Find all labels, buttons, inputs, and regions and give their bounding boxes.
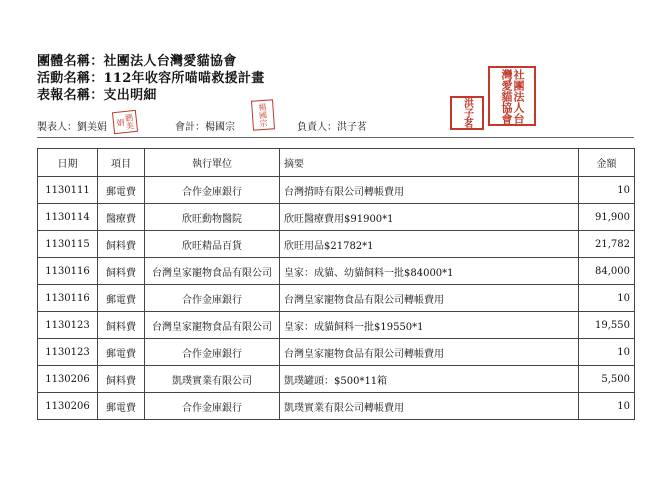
cell-unit: 欣旺精品百貨 (145, 231, 280, 258)
cell-summary: 台灣揹時有限公司轉帳費用 (280, 177, 579, 204)
responsible-seal (450, 96, 484, 130)
cell-date: 1130123 (38, 312, 98, 339)
table-row (38, 366, 635, 393)
divider (37, 137, 634, 138)
cell-summary: 凱璞實業有限公司轉帳費用 (280, 393, 579, 420)
table-row (38, 177, 635, 204)
cell-unit: 欣旺動物醫院 (145, 204, 280, 231)
signers-line (37, 121, 437, 135)
organization-seal-text: 社團法人台灣愛貓協會 (500, 68, 525, 124)
cell-amount: 10 (579, 285, 635, 312)
col-date-header: 日期 (38, 149, 98, 177)
preparer-label: 製表人：劉美娟 (37, 122, 107, 133)
table-row (38, 204, 635, 231)
table-header-row (38, 149, 635, 177)
responsible-label: 負責人：洪子茗 (297, 122, 367, 133)
cell-summary: 欣旺用品$21782*1 (280, 231, 579, 258)
cell-unit: 合作金庫銀行 (145, 393, 280, 420)
cell-unit: 台灣皇家寵物食品有限公司 (145, 258, 280, 285)
cell-item: 飼料費 (98, 312, 145, 339)
cell-unit: 合作金庫銀行 (145, 285, 280, 312)
report-name: 表報名稱：支出明細 (37, 88, 157, 103)
cell-date: 1130115 (38, 231, 98, 258)
cell-summary: 欣旺醫療費用$91900*1 (280, 204, 579, 231)
group-name: 團體名稱：社團法人台灣愛貓協會 (37, 54, 237, 69)
expense-table (37, 148, 635, 420)
cell-summary: 皇家：成貓、幼貓飼料一批$84000*1 (280, 258, 579, 285)
col-summary-header: 摘要 (280, 149, 579, 177)
cell-date: 1130206 (38, 393, 98, 420)
col-item-header: 項目 (98, 149, 145, 177)
cell-date: 1130111 (38, 177, 98, 204)
cell-summary: 皇家：成貓飼料一批$19550*1 (280, 312, 579, 339)
cell-amount: 10 (579, 393, 635, 420)
cell-date: 1130123 (38, 339, 98, 366)
table-row (38, 258, 635, 285)
cell-unit: 台灣皇家寵物食品有限公司 (145, 312, 280, 339)
table-row (38, 231, 635, 258)
cell-amount: 84,000 (579, 258, 635, 285)
cell-summary: 凱璞罐頭：$500*11箱 (280, 366, 579, 393)
report-header (37, 53, 265, 104)
cell-amount: 10 (579, 177, 635, 204)
cell-date: 1130116 (38, 285, 98, 312)
cell-item: 郵電費 (98, 285, 145, 312)
cell-item: 郵電費 (98, 393, 145, 420)
cell-date: 1130206 (38, 366, 98, 393)
table-row (38, 312, 635, 339)
cell-amount: 10 (579, 339, 635, 366)
table-row (38, 285, 635, 312)
table-row (38, 393, 635, 420)
cell-date: 1130116 (38, 258, 98, 285)
cell-amount: 91,900 (579, 204, 635, 231)
cell-date: 1130114 (38, 204, 98, 231)
cell-summary: 台灣皇家寵物食品有限公司轉帳費用 (280, 285, 579, 312)
accountant-seal-text: 楊國宗 (257, 102, 269, 128)
cell-item: 郵電費 (98, 177, 145, 204)
cell-unit: 合作金庫銀行 (145, 339, 280, 366)
cell-amount: 21,782 (579, 231, 635, 258)
cell-amount: 5,500 (579, 366, 635, 393)
table-row (38, 339, 635, 366)
responsible-seal-text: 洪子茗 (461, 98, 473, 128)
cell-unit: 凱璞實業有限公司 (145, 366, 280, 393)
cell-unit: 合作金庫銀行 (145, 177, 280, 204)
cell-item: 飼料費 (98, 258, 145, 285)
cell-item: 醫療費 (98, 204, 145, 231)
organization-seal (488, 66, 536, 126)
col-unit-header: 執行單位 (145, 149, 280, 177)
cell-summary: 台灣皇家寵物食品有限公司轉帳費用 (280, 339, 579, 366)
preparer-seal-text: 劉美娟 (115, 113, 135, 130)
col-amount-header: 金額 (579, 149, 635, 177)
accountant-label: 會計：楊國宗 (175, 122, 235, 133)
cell-item: 郵電費 (98, 339, 145, 366)
cell-item: 飼料費 (98, 366, 145, 393)
cell-item: 飼料費 (98, 231, 145, 258)
organization-seals (450, 66, 536, 130)
activity-name: 活動名稱：112年收容所喵喵救援計畫 (37, 71, 265, 86)
cell-amount: 19,550 (579, 312, 635, 339)
